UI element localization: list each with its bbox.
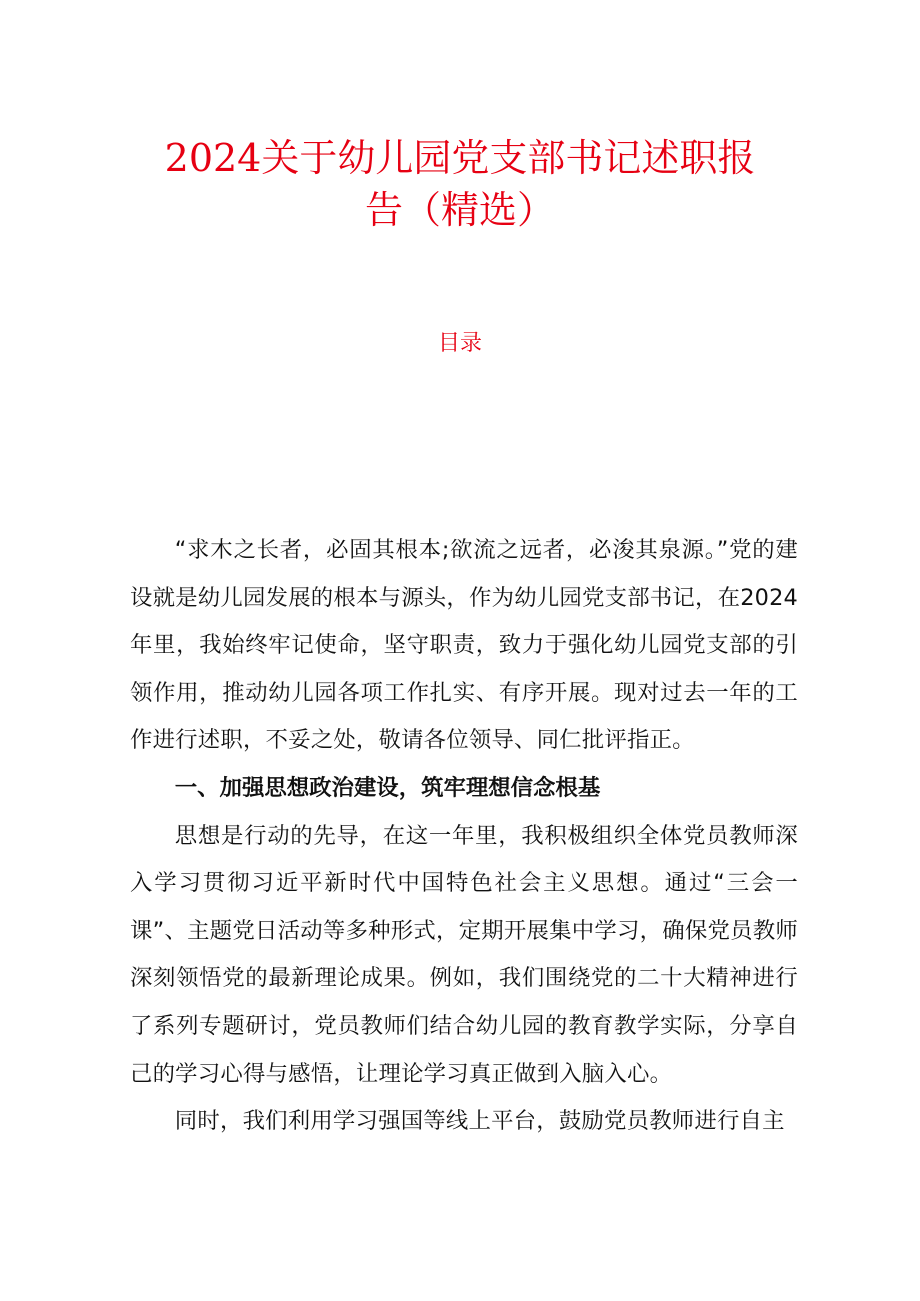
section-1-paragraph-2: 同时，我们利用学习强国等线上平台，鼓励党员教师进行自主 bbox=[174, 1108, 785, 1135]
document-body bbox=[130, 527, 798, 1146]
table-of-contents-label: 目录 bbox=[437, 331, 482, 356]
intro-paragraph: “求木之长者，必固其根本;欲流之远者，必浚其泉源。”党的建设就是幼儿园发展的根本与源头，作为幼儿园党支部书记，在2024年里，我始终牢记使命，坚守职责，致力于强化幼儿园党支部的引领作用，推动幼儿园各项工作扎实、有序开展。现对过去一年的工作进行述职，不妥之处，敬请各位领导、同仁批评指正。 bbox=[130, 537, 798, 754]
document-title-line-2: 告（精选） bbox=[364, 188, 555, 232]
section-1-paragraph-1: 思想是行动的先导，在这一年里，我积极组织全体党员教师深入学习贯彻习近平新时代中国特色社会主义思想。通过“三会一课”、主题党日活动等多种形式，定期开展集中学习，确保党员教师深刻领悟党的最新理论成果。例如，我们围绕党的二十大精神进行了系列专题研讨，党员教师们结合幼儿园的教育教学实际，分享自己的学习心得与感悟，让理论学习真正做到入脑入心。 bbox=[130, 822, 798, 1087]
document-title-line-1: 2024关于幼儿园党支部书记述职报 bbox=[164, 136, 756, 180]
section-1-heading: 一、加强思想政治建设，筑牢理想信念根基 bbox=[174, 774, 601, 801]
